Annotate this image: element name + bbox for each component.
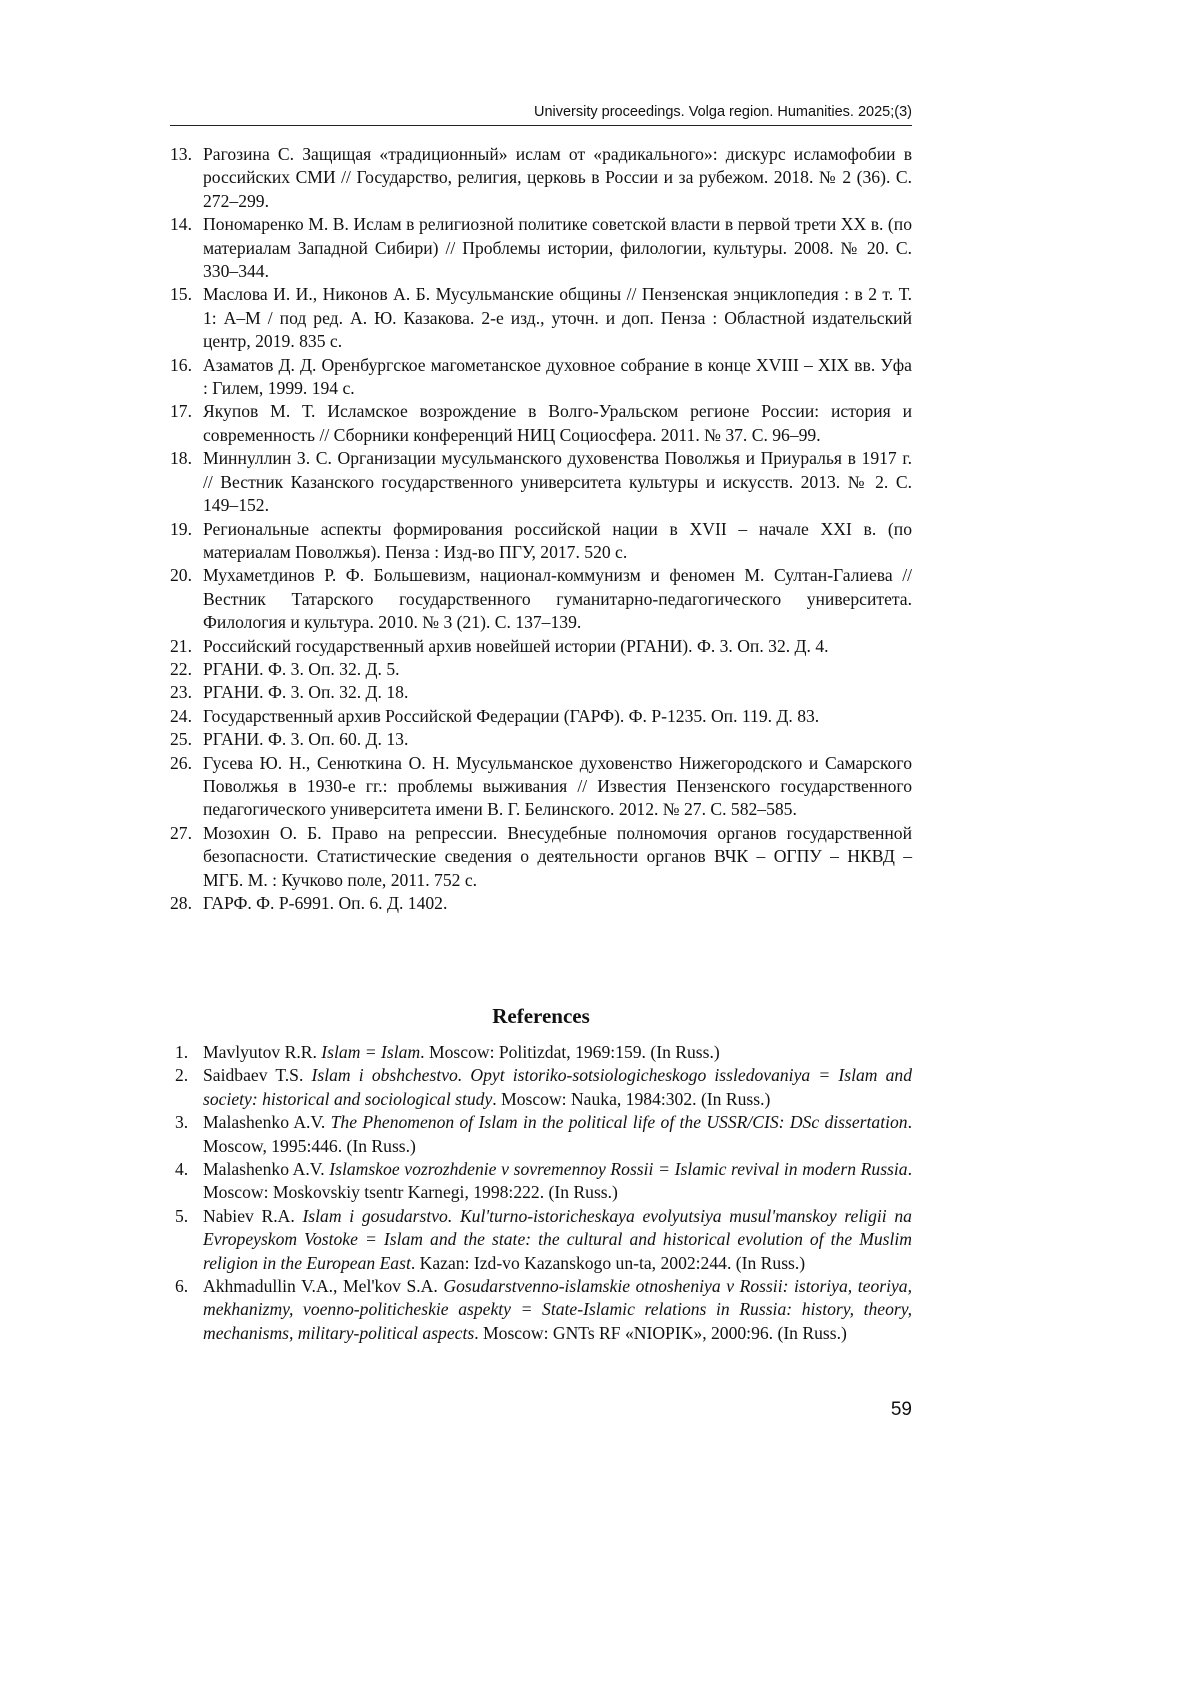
reference-details: . Kazan: Izd-vo Kazanskogo un-ta, 2002:244. (In Russ.) <box>410 1252 806 1273</box>
entry-number: 20. <box>170 565 192 586</box>
reference-details: . Moscow, 1995:446. (In Russ.) <box>203 1112 912 1156</box>
bibliography-entry <box>170 143 912 213</box>
bibliography-entry <box>170 213 912 283</box>
bibliography-entry <box>170 283 912 353</box>
entry-number: 14. <box>170 214 192 235</box>
bibliography-entry <box>170 518 912 565</box>
entry-text: Мозохин О. Б. Право на репрессии. Внесудебные полномочия органов государственной безопасности. Статистические сведения о деятельности органов ВЧК – ОГПУ – НКВД – МГБ. М. : Кучково поле, 2011. 752 с. <box>203 822 912 890</box>
reference-author: Mavlyutov R.R. <box>203 1042 317 1062</box>
bibliography-entry <box>170 705 912 728</box>
entry-number: 19. <box>170 518 192 539</box>
bibliography-entry <box>170 635 912 658</box>
entry-number: 13. <box>170 144 192 164</box>
entry-text: Азаматов Д. Д. Оренбургское магометанское духовное собрание в конце XVIII – XIX вв. Уфа : Гилем, 1999. 194 с. <box>203 354 912 399</box>
bibliography-entry <box>170 681 912 704</box>
reference-title: Gosudarstvenno-islamskie otnosheniya v Rossii: istoriya, teoriya, mekhanizmy, voenno-politicheskie aspekty = State-Islamic relations in Russia: history, theory, mechanisms, military-political aspects <box>203 1276 912 1343</box>
page-number: 59 <box>890 1399 912 1420</box>
entry-number: 2. <box>175 1065 189 1086</box>
reference-author: Nabiev R.A. <box>203 1205 295 1226</box>
bibliography-entry <box>170 354 912 401</box>
bibliography-entry <box>170 892 912 915</box>
entry-number: 21. <box>170 635 192 656</box>
entry-text: Гусева Ю. Н., Сенюткина О. Н. Мусульманское духовенство Нижегородского и Самарского Поволжья в 1930-е гг.: проблемы выживания // Известия Пензенского государственного педагогического университета имени В. Г. Белинского. 2012. № 27. С. 582–585. <box>203 752 912 820</box>
entry-number: 17. <box>170 401 192 422</box>
entry-text: Региональные аспекты формирования российской нации в XVII – начале XXI в. (по материалам Поволжья). Пенза : Изд-во ПГУ, 2017. 520 с. <box>203 518 912 562</box>
entry-text: ГАРФ. Ф. Р-6991. Оп. 6. Д. 1402. <box>203 893 448 913</box>
reference-title: Islamskoe vozrozhdenie v sovremennoy Rossii = Islamic revival in modern Russia <box>329 1159 908 1180</box>
entry-text: Якупов М. Т. Исламское возрождение в Волго-Уральском регионе России: история и современность // Сборники конференций НИЦ Социосфера. 2011. № 37. С. 96–99. <box>203 401 912 445</box>
reference-author: Akhmadullin V.A., Mel'kov S.A. <box>203 1276 438 1297</box>
entry-text: Маслова И. И., Никонов А. Б. Мусульманские общины // Пензенская энциклопедия : в 2 т. Т. 1: А–М / под ред. А. Ю. Казакова. 2-е изд., уточн. и доп. Пенза : Областной издательский центр, 2019. 835 с. <box>203 284 912 352</box>
entry-number: 24. <box>170 705 192 726</box>
entry-text: Мухаметдинов Р. Ф. Большевизм, национал-коммунизм и феномен М. Султан-Галиева // Вестник Татарского государственного гуманитарно-педагогического университета. Филология и культура. 2010. № 3 (21). С. 137–139. <box>203 565 912 633</box>
entry-number: 18. <box>170 448 192 469</box>
running-header: University proceedings. Volga region. Humanities. 2025;(3) <box>533 104 912 120</box>
bibliography-entry <box>170 564 912 634</box>
bibliography-entry <box>170 728 912 751</box>
entry-number: 16. <box>170 354 192 375</box>
reference-author: Malashenko A.V. <box>203 1159 325 1180</box>
bibliography-entry <box>170 400 912 447</box>
reference-title: Islam = Islam <box>321 1042 421 1062</box>
reference-details: . Moscow: Moskovskiy tsentr Karnegi, 1998:222. (In Russ.) <box>203 1159 912 1203</box>
reference-author: Saidbaev T.S. <box>203 1065 304 1086</box>
reference-title: Islam i obshchestvo. Opyt istoriko-sotsiologicheskogo issledovaniya = Islam and society: historical and sociological study <box>203 1065 913 1109</box>
entry-text: Пономаренко М. В. Ислам в религиозной политике советской власти в первой трети XX в. (по материалам Западной Сибири) // Проблемы истории, филологии, культуры. 2008. № 20. С. 330–344. <box>203 214 912 282</box>
reference-entry <box>170 1158 912 1205</box>
bibliography-entry <box>170 447 912 517</box>
entry-number: 15. <box>170 284 192 305</box>
header-rule <box>170 125 912 126</box>
entry-number: 3. <box>175 1112 189 1133</box>
russian-bibliography-list <box>170 143 912 915</box>
reference-details: . Moscow: GNTs RF «NIOPIK», 2000:96. (In Russ.) <box>474 1322 847 1343</box>
bibliography-entry <box>170 752 912 822</box>
reference-title: The Phenomenon of Islam in the political life of the USSR/CIS: DSc dissertation <box>330 1112 908 1133</box>
entry-number: 23. <box>170 682 192 703</box>
references-list <box>170 1041 912 1345</box>
reference-entry <box>170 1041 912 1064</box>
entry-number: 22. <box>170 658 192 679</box>
entry-number: 26. <box>170 752 192 773</box>
reference-author: Malashenko A.V. <box>203 1112 326 1133</box>
entry-text: Рагозина С. Защищая «традиционный» ислам от «радикального»: дискурс исламофобии в российских СМИ // Государство, религия, церковь в России и за рубежом. 2018. № 2 (36). С. 272–299. <box>203 144 912 211</box>
reference-entry <box>170 1064 912 1111</box>
reference-title: Islam i gosudarstvo. Kul'turno-istoricheskaya evolyutsiya musul'manskoy religii na Evropeyskom Vostoke = Islam and the state: the cultural and historical evolution of the Muslim religion in the European East <box>203 1205 912 1273</box>
reference-entry <box>170 1111 912 1158</box>
entry-number: 4. <box>175 1159 189 1180</box>
reference-details: . Moscow: Politizdat, 1969:159. (In Russ.) <box>420 1042 720 1062</box>
bibliography-entry <box>170 822 912 892</box>
reference-entry <box>170 1205 912 1275</box>
bibliography-entry <box>170 658 912 681</box>
entry-text: РГАНИ. Ф. 3. Оп. 32. Д. 18. <box>203 682 409 703</box>
entry-number: 28. <box>170 893 192 913</box>
entry-number: 5. <box>175 1205 189 1226</box>
entry-text: Российский государственный архив новейшей истории (РГАНИ). Ф. 3. Оп. 32. Д. 4. <box>203 635 829 656</box>
entry-number: 27. <box>170 822 192 843</box>
entry-number: 1. <box>175 1042 189 1062</box>
reference-details: . Moscow: Nauka, 1984:302. (In Russ.) <box>492 1088 771 1109</box>
entry-text: РГАНИ. Ф. 3. Оп. 60. Д. 13. <box>203 729 409 750</box>
entry-number: 25. <box>170 729 192 750</box>
entry-text: Государственный архив Российской Федерации (ГАРФ). Ф. Р-1235. Оп. 119. Д. 83. <box>203 705 820 726</box>
entry-number: 6. <box>175 1276 189 1297</box>
entry-text: Миннуллин З. С. Организации мусульманского духовенства Поволжья и Приуралья в 1917 г. // Вестник Казанского государственного университета культуры и искусств. 2013. № 2. С. 149–152. <box>203 448 912 516</box>
references-heading: References <box>492 1004 590 1028</box>
entry-text: РГАНИ. Ф. 3. Оп. 32. Д. 5. <box>203 658 400 679</box>
reference-entry <box>170 1275 912 1345</box>
